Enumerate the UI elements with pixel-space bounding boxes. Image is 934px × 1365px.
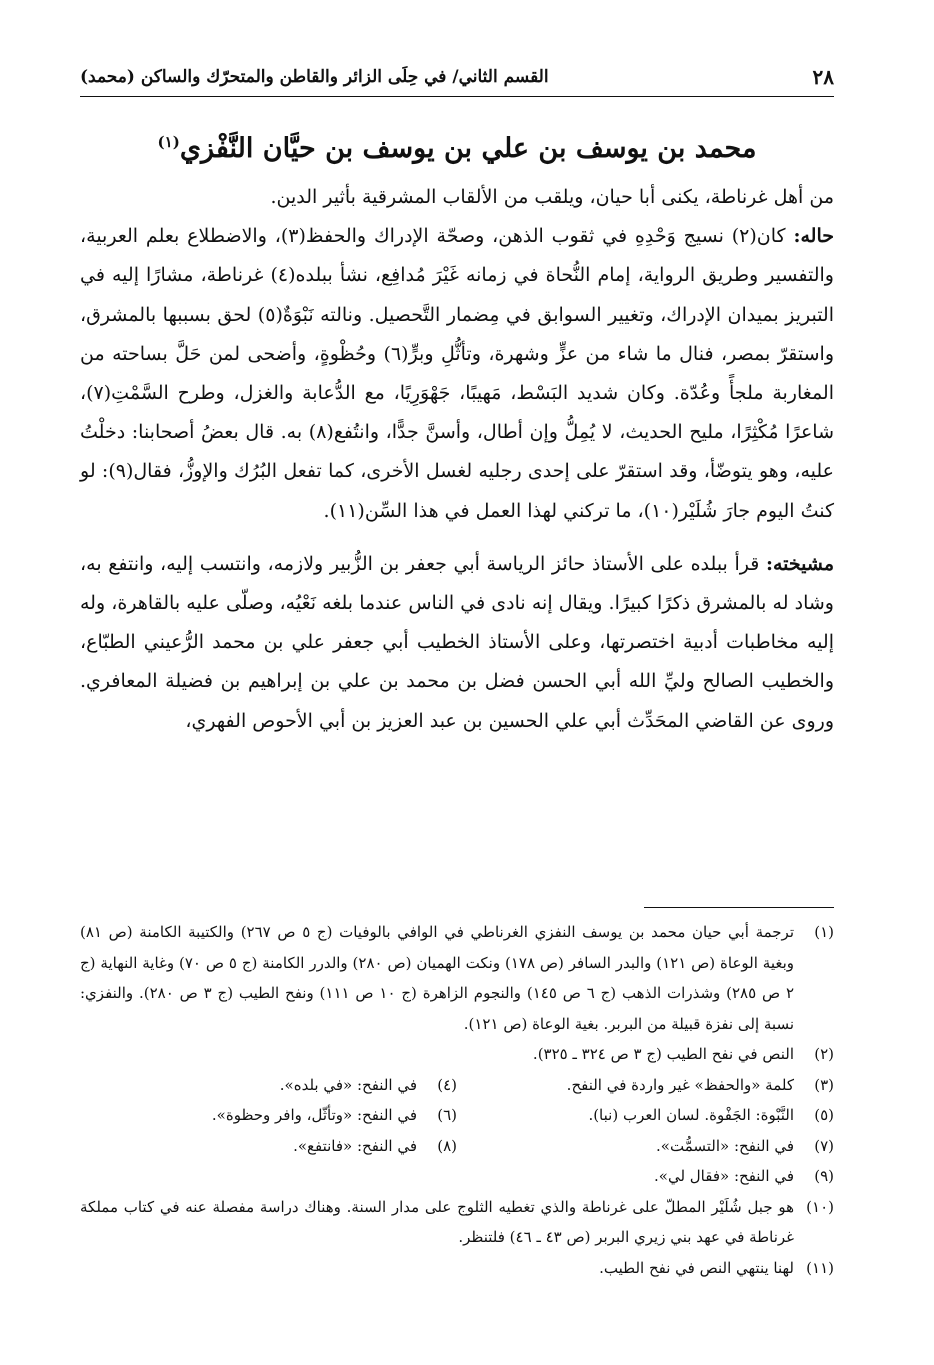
mashyakha-text: قرأ ببلده على الأستاذ حائز الرياسة أبي جعفر بن الزُّبير ولازمه، وانتسب إليه، وانتفع به، وشاد له بالمشرق ذكرًا كبيرًا. ويقال إنه نادى في الناس عندما بلغه نَعْيُه، وصلّى عليه بالقاهرة، وله إليه مخاطبات أدبية اختصرتها، وعلى الأستاذ الخطيب أبي جعفر علي بن محمد الرُّعيني الطبّاع، والخطيب الصالح وليِّ الله أبي الحسن فضل بن محمد بن علي بن إبراهيم بن فضيلة المعافري. وروى عن القاضي المحَدِّث أبي علي الحسين بن عبد العزيز بن أبي الأحوص الفهري،	[80, 552, 834, 732]
hal-paragraph	[80, 217, 834, 531]
main-text	[80, 178, 834, 741]
footnote-divider	[644, 907, 834, 908]
hal-heading: حاله:	[793, 225, 834, 248]
footnote	[80, 1192, 834, 1253]
footnote	[80, 917, 834, 1039]
footnote-number: (٣)	[814, 1075, 834, 1094]
footnote	[80, 1039, 834, 1070]
footnote	[80, 1253, 834, 1284]
footnotes	[80, 917, 834, 1283]
footnote	[80, 1070, 457, 1101]
footnote	[80, 1131, 457, 1162]
page-header	[80, 58, 834, 97]
footnote	[80, 1100, 457, 1131]
entry-title-text: محمد بن يوسف بن علي بن يوسف بن حيَّان النَّفْزي	[179, 133, 757, 164]
footnote-number: (٩)	[814, 1167, 834, 1185]
footnote-text: النص في نفح الطيب (ج ٣ ص ٣٢٤ ـ ٣٢٥).	[532, 1045, 794, 1063]
footnote-number: (٢)	[814, 1045, 834, 1063]
entry-title	[80, 120, 834, 171]
footnote-number: (١٠)	[806, 1197, 834, 1216]
page-number: ٢٨	[812, 65, 834, 89]
footnote-pair	[80, 1100, 834, 1131]
footnote-pair	[80, 1131, 834, 1162]
footnote-number: (٦)	[437, 1106, 457, 1124]
footnote	[457, 1131, 834, 1162]
footnote-number: (١١)	[806, 1258, 834, 1277]
footnote-text: هو جبل شُلَيْر المطلّ على غرناطة والذي تغطيه الثلوج على مدار السنة. وهناك دراسة مفصلة عنه في كتاب مملكة غرناطة في عهد بني زيري البربر (ص ٤٣ ـ ٤٦) فلتنظر.	[80, 1197, 794, 1246]
footnote-number: (١)	[814, 923, 834, 941]
footnote-text: ترجمة أبي حيان محمد بن يوسف النفزي الغرناطي في الوافي بالوفيات (ج ٥ ص ٢٦٧) والكتيبة الكامنة (ص ٨١) وبغية الوعاة (ص ١٢١) والبدر السافر (ص ١٧٨) ونكت الهميان (ص ٢٨٠) والدرر الكامنة (ج ٥ ص ٧٠) وغاية النهاية (ج ٢ ص ٢٨٥) وشذرات الذهب (ج ٦ ص ١٤٥) والنجوم الزاهرة (ج ١٠ ص ١١١) ونفح الطيب (ج ٣ ص ٢٨٠). والنفزي: نسبة إلى نفزة قبيلة من البربر. بغية الوعاة (ص ١٢١).	[80, 923, 795, 1033]
footnote-number: (٥)	[814, 1106, 834, 1124]
footnote-text: في النفح: «وتأثّل، وافر وحظوة».	[211, 1106, 417, 1124]
footnote-text: في النفح: «التسمُّت».	[656, 1136, 794, 1155]
footnote-text: في النفح: «في بلده».	[279, 1075, 417, 1094]
footnote-number: (٤)	[437, 1075, 457, 1094]
footnote-number: (٨)	[437, 1136, 457, 1155]
footnote-text: كلمة «والحفظ» غير واردة في النفح.	[566, 1075, 794, 1094]
footnote-text: لهنا ينتهي النص في نفح الطيب.	[599, 1258, 794, 1277]
mashyakha-paragraph	[80, 545, 834, 741]
footnote-text: في النفح: «فقال لي».	[654, 1167, 794, 1185]
footnote	[457, 1100, 834, 1131]
mashyakha-heading: مشيخته:	[765, 552, 834, 575]
hal-text: كان(٢) نسيج وَحْدِهِ في ثقوب الذهن، وصحّة الإدراك والحفظ(٣)، والاضطلاع بعلم العربية، والتفسير وطريق الرواية، إمام النُّحاة في زمانه غَيْرَ مُدافِع، نشأ ببلده(٤) غرناطة، مشارًا إليه في التبريز بميدان الإدراك، وتغيير السوابق في مِضمار التَّحصيل. ونالته نَبْوَةٌ(٥) لحق بسببها بالمشرق، واستقرّ بمصر، فنال ما شاء من عزٍّ وشهرة، وتأثُّلِ وبرٍّ(٦) وحُظْوةٍ، وأضحى لمن حَلَّ بساحته من المغاربة ملجأً وعُدّة. وكان شديد البَسْط، مَهيبًا، جَهْوَرِيًا، مع الدُّعابة والغزل، وطرح السَّمْتِ(٧)، شاعرًا مُكْثِرًا، مليح الحديث، لا يُمِلُّ وإن أطال، وأسنَّ جدًّا، وانتُفع(٨) به. قال بعضُ أصحابنا: دخلْتُ عليه، وهو يتوضّأ، وقد استقرّ على إحدى رجليه لغسل الأخرى، كما تفعل البُرُك والإوزُّ، فقال(٩): لو كنتُ اليوم جارَ شُلَيْر(١٠)، ما تركني لهذا العمل في هذا السِّن(١١).	[80, 225, 834, 522]
footnote-text: في النفح: «فانتفع».	[293, 1136, 417, 1155]
footnote-text: النَّبْوة: الجَفْوة. لسان العرب (نبا).	[588, 1106, 794, 1124]
intro-paragraph: من أهل غرناطة، يكنى أبا حيان، ويلقب من الألقاب المشرقية بأثير الدين.	[270, 186, 834, 208]
title-footnote-ref: (١)	[157, 133, 180, 151]
footnote-pair	[80, 1070, 834, 1101]
footnote-number: (٧)	[814, 1136, 834, 1155]
running-head: القسم الثاني/ في حِلَى الزائر والقاطن والمتحرّك والساكن (محمد)	[80, 67, 549, 87]
footnote	[80, 1161, 834, 1192]
footnote	[457, 1070, 834, 1101]
